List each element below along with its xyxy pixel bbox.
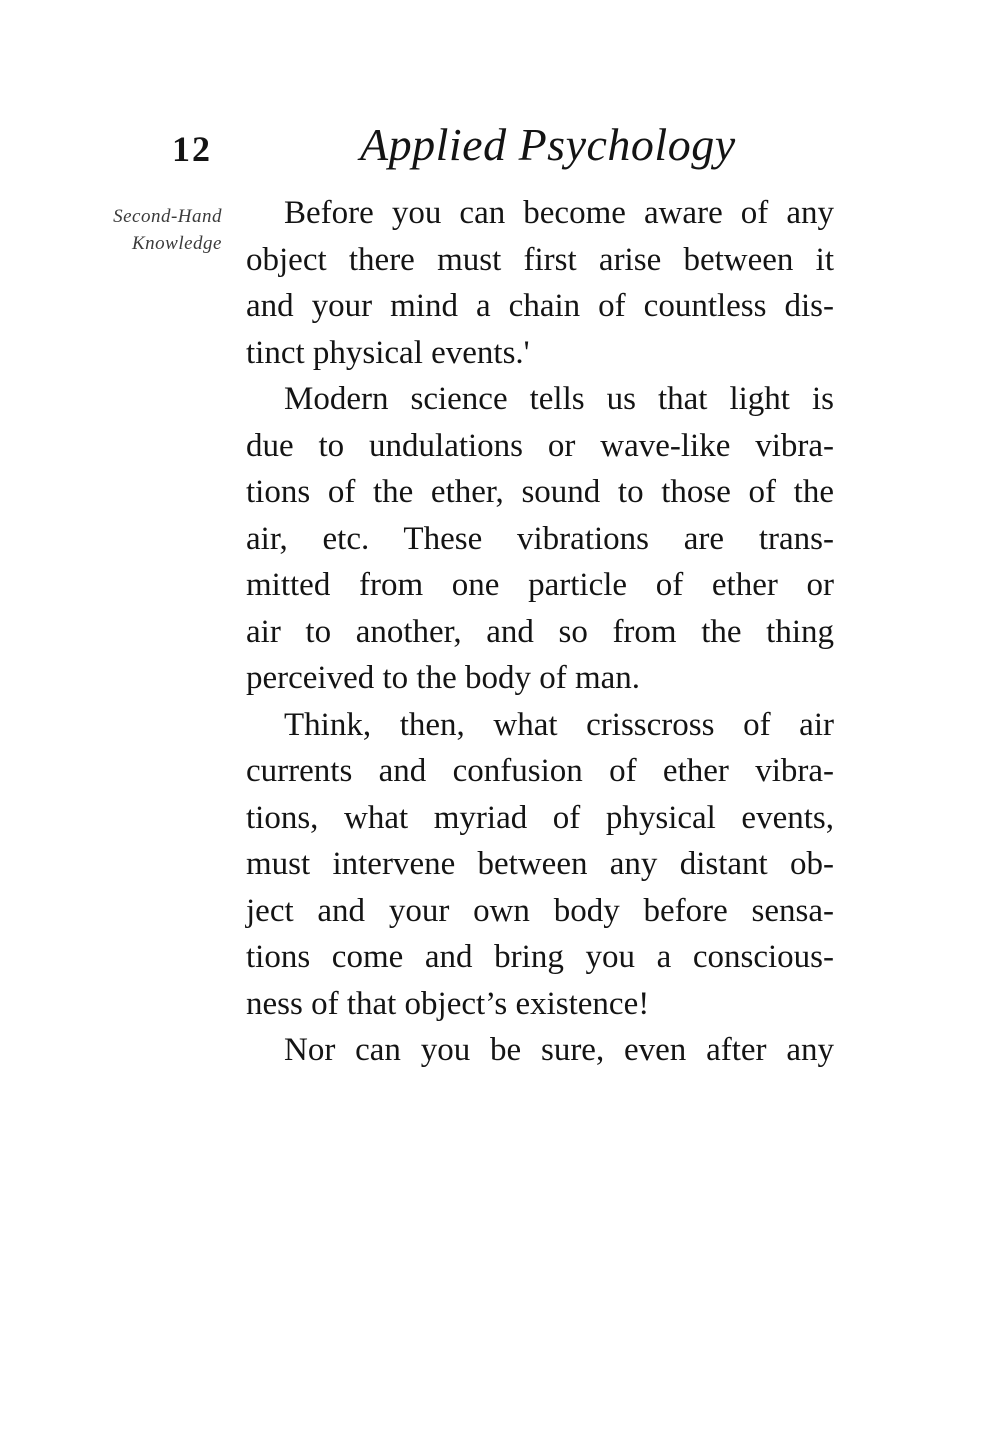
text-line: perceived to the body of man. (246, 660, 641, 696)
text-line: air to another, and so from the thing (246, 613, 834, 650)
text-line: due to undulations or wave-like vibra- (246, 427, 834, 464)
paragraph (246, 1027, 834, 1074)
text-line: ness of that object’s existence! (246, 985, 650, 1022)
text-line: ject and your own body before sensa- (246, 892, 834, 929)
margin-note (40, 203, 222, 257)
margin-note-line: Knowledge (132, 233, 222, 254)
text-line: object there must first arise between it (246, 241, 834, 278)
text-line: must intervene between any distant ob- (246, 846, 834, 882)
margin-note-line: Second-Hand (113, 206, 222, 227)
text-line: tinct physical events.' (246, 334, 530, 371)
text-line: Think, then, what crisscross of air (284, 706, 834, 743)
text-line: tions come and bring you a conscious- (246, 939, 834, 975)
paragraph (246, 702, 834, 1028)
text-line: Modern science tells us that light is (284, 381, 834, 417)
text-line: air, etc. These vibrations are trans- (246, 520, 834, 557)
text-line: and your mind a chain of countless dis- (246, 288, 834, 324)
text-line: Nor can you be sure, even after any (284, 1032, 834, 1068)
paragraph (246, 190, 834, 376)
paragraph (246, 376, 834, 702)
text-line: tions of the ether, sound to those of the (246, 474, 834, 510)
text-line: mitted from one particle of ether or (246, 567, 834, 603)
running-title: Applied Psychology (360, 119, 736, 170)
text-line: currents and confusion of ether vibra- (246, 753, 834, 789)
page-number: 12 (172, 129, 212, 169)
text-line: tions, what myriad of physical events, (246, 799, 834, 836)
body-text (246, 190, 834, 1074)
text-line: Before you can become aware of any (284, 195, 834, 231)
